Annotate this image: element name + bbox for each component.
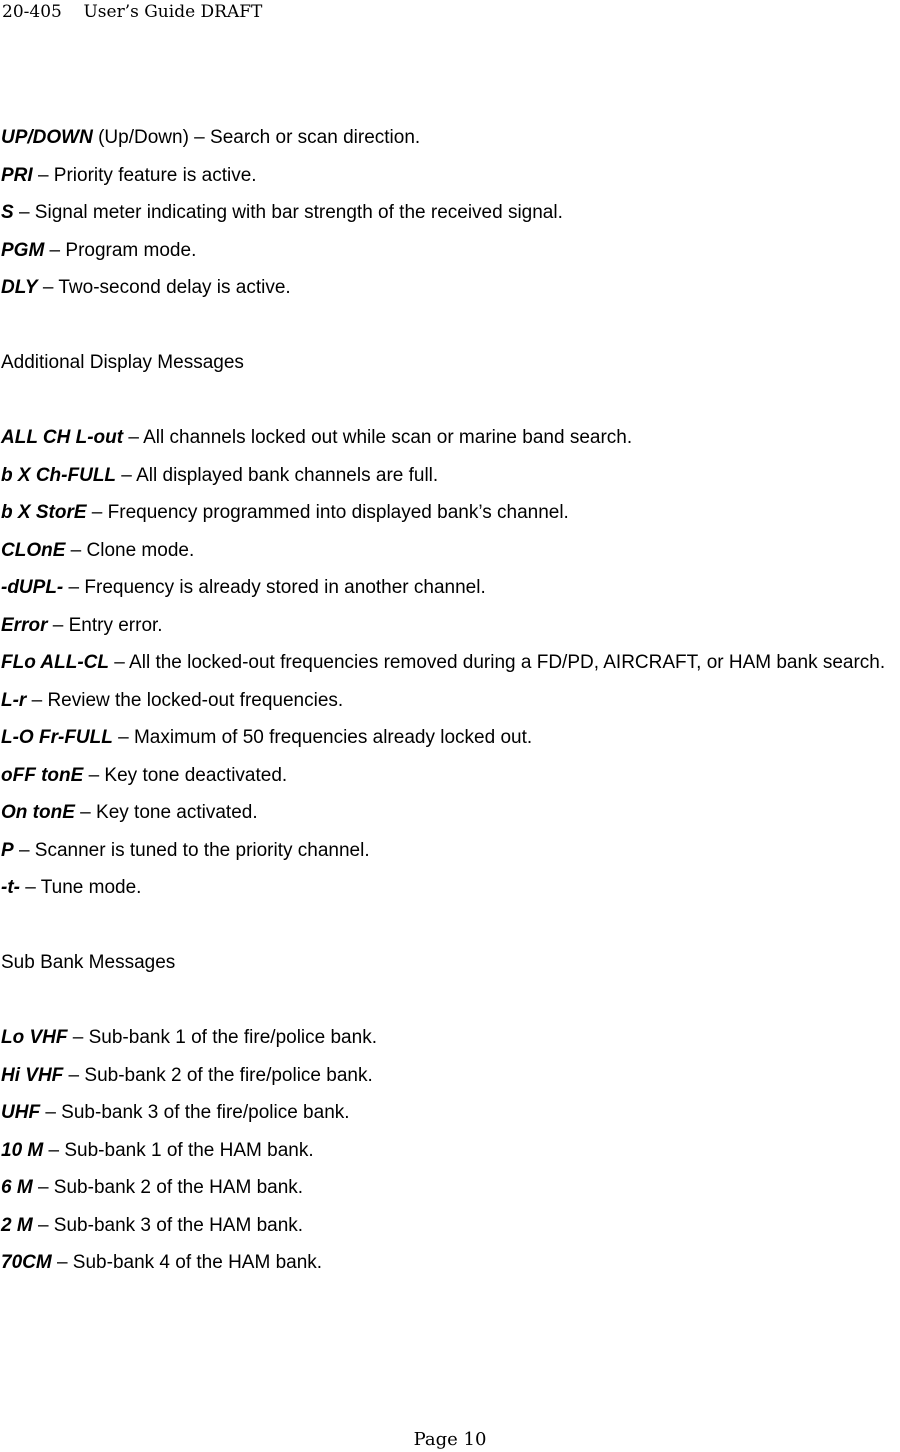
spacer <box>1 307 900 345</box>
definition-item <box>1 1132 900 1170</box>
definition-term: Error <box>1 614 48 636</box>
definition-desc: – Priority feature is active. <box>32 164 257 186</box>
definition-desc: – Sub-bank 4 of the HAM bank. <box>51 1252 323 1273</box>
definition-item <box>1 494 900 532</box>
spacer <box>1 907 900 945</box>
definition-term: ALL CH L-out <box>1 427 124 448</box>
definition-term: CLOnE <box>1 539 66 561</box>
definition-desc: – Scanner is tuned to the priority channel. <box>13 839 370 861</box>
definition-term: -t- <box>1 877 20 898</box>
definition-item <box>1 1169 900 1207</box>
definition-item <box>1 607 900 645</box>
definition-item <box>1 794 900 832</box>
definition-term: DLY <box>1 277 38 298</box>
definition-desc: – Clone mode. <box>65 539 195 561</box>
definition-desc: – Signal meter indicating with bar strength of the received signal. <box>13 202 563 223</box>
page-footer <box>0 1428 900 1452</box>
definition-desc: – Maximum of 50 frequencies already locked out. <box>112 727 533 748</box>
definition-term: UP/DOWN <box>1 127 93 148</box>
definition-desc: – Review the locked-out frequencies. <box>26 689 344 711</box>
definition-item <box>1 1094 900 1132</box>
definition-desc: – Tune mode. <box>19 877 142 898</box>
definition-term: 6 M <box>1 1177 33 1198</box>
definition-desc: – Two-second delay is active. <box>37 277 291 298</box>
definition-item <box>1 682 900 720</box>
document-body <box>1 119 900 1282</box>
definition-term: PGM <box>1 239 45 261</box>
definition-term: On tonE <box>1 802 75 823</box>
definition-term: PRI <box>1 164 33 186</box>
definition-term: L-r <box>1 689 27 711</box>
definition-item <box>1 1207 900 1245</box>
definition-desc: – Frequency is already stored in another channel. <box>63 577 486 598</box>
definition-item <box>1 232 900 270</box>
definition-desc: – All the locked-out frequencies removed during a FD/PD, AIRCRAFT, or HAM bank search. <box>108 652 886 673</box>
definition-desc: – Key tone activated. <box>74 802 258 823</box>
definition-desc: – Sub-bank 3 of the fire/police bank. <box>40 1102 350 1123</box>
definition-desc: (Up/Down) – Search or scan direction. <box>92 127 421 148</box>
definition-desc: – Sub-bank 1 of the HAM bank. <box>43 1139 314 1161</box>
definition-item <box>1 719 900 757</box>
definition-term: b X Ch-FULL <box>1 464 117 486</box>
doc-number: 20-405 <box>2 2 62 22</box>
definition-term: oFF tonE <box>1 764 84 786</box>
definition-desc: – All displayed bank channels are full. <box>116 464 439 486</box>
section-heading-additional: Additional Display Messages <box>1 352 244 373</box>
definition-item <box>1 269 900 307</box>
definition-item <box>1 832 900 870</box>
definition-term: S <box>1 202 14 223</box>
definition-item <box>1 757 900 795</box>
definition-desc: – All channels locked out while scan or marine band search. <box>123 427 633 448</box>
definition-item <box>1 157 900 195</box>
status-icon-list <box>1 119 900 307</box>
definition-desc: – Sub-bank 1 of the fire/police bank. <box>67 1027 377 1048</box>
definition-item <box>1 1244 900 1282</box>
definition-item <box>1 869 900 907</box>
definition-term: Hi VHF <box>1 1064 64 1086</box>
section-heading-subbank: Sub Bank Messages <box>1 952 176 973</box>
additional-message-list <box>1 419 900 907</box>
definition-term: -dUPL- <box>1 577 64 598</box>
definition-term: Lo VHF <box>1 1027 68 1048</box>
definition-item <box>1 457 900 495</box>
definition-term: FLo ALL-CL <box>1 652 109 673</box>
definition-term: L-O Fr-FULL <box>1 727 113 748</box>
definition-term: P <box>1 839 14 861</box>
definition-desc: – Sub-bank 2 of the fire/police bank. <box>63 1064 373 1086</box>
definition-desc: – Entry error. <box>47 614 163 636</box>
definition-item <box>1 419 900 457</box>
definition-term: 10 M <box>1 1139 44 1161</box>
definition-desc: – Key tone deactivated. <box>83 764 288 786</box>
definition-term: UHF <box>1 1102 41 1123</box>
definition-item <box>1 1057 900 1095</box>
doc-title: User’s Guide DRAFT <box>83 2 263 22</box>
definition-term: b X StorE <box>1 502 87 523</box>
page-number: Page 10 <box>413 1429 487 1450</box>
subbank-message-list <box>1 1019 900 1282</box>
definition-item <box>1 1019 900 1057</box>
spacer <box>1 982 900 1020</box>
definition-desc: – Frequency programmed into displayed bank’s channel. <box>86 502 569 523</box>
definition-item <box>1 532 900 570</box>
definition-term: 70CM <box>1 1252 52 1273</box>
definition-item <box>1 194 900 232</box>
definition-item <box>1 119 900 157</box>
definition-desc: – Sub-bank 3 of the HAM bank. <box>32 1214 304 1236</box>
definition-item <box>1 644 900 682</box>
page-header <box>2 0 262 24</box>
spacer <box>1 382 900 420</box>
definition-desc: – Program mode. <box>44 239 197 261</box>
definition-desc: – Sub-bank 2 of the HAM bank. <box>32 1177 304 1198</box>
definition-item <box>1 569 900 607</box>
definition-term: 2 M <box>1 1214 33 1236</box>
